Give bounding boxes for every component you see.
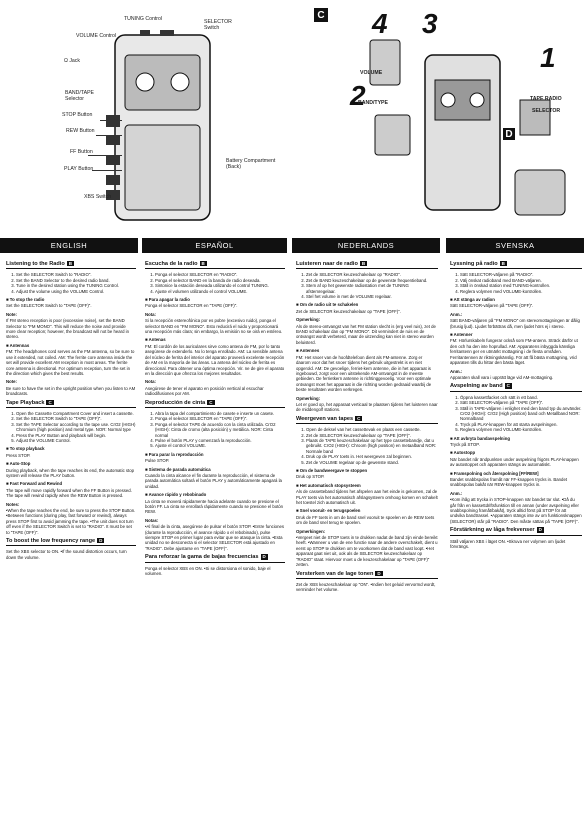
subsection-title: ■ Framspolning och återspolning [FF/REW]	[450, 470, 539, 476]
step-item: 2. Zet de BAND keuzeschakelaar op de gewenste frequentieband.	[306, 278, 438, 283]
subsection-text: FM: Het snoer van de hoofdtelefoon dient als FM-antenne. Zorg er daarom voor dat het snoer tijdens het gebruik uitgestrekt is en niet opgerold. AM: De gevoelige, ferriet-kern antenne, die in het apparaat is ingebouwd, zorgt voor een uitstekende AM-ontvangst in de meeste gebieden. De ferrietkern antenne is richtinggevoelig. Voor een optimale ontvangst moet het apparaat in die richting worden gedraaid waarbij de beste resultaten worden verkregen.	[296, 354, 432, 393]
step-list	[460, 395, 582, 433]
section-title-text: Luisteren naar de radio	[296, 261, 358, 267]
subsection-text: •Kom ihåg att trycka in STOP-knappen när bandet tar slut. •Då du går från en kassettdriftsfunktion till en annan (under avspelning eller snabbspolning framåt/bakåt), tryck alltid först på STOP för att undvika bandtrassel. •Apparaten stängs inte av om funktionsknappen (SELECTOR) står på "RADIO". Den måste sättas på "TAPE (OFF)".	[450, 497, 582, 524]
section-title	[296, 571, 438, 579]
label-rew: REW Button	[66, 128, 95, 134]
step-item: 2. Zet de SELECTOR keuzeschakelaar op "TAPE (OFF)".	[306, 433, 438, 438]
subsection-text: FM: El cordón de los auriculares sirve como antena de FM, por lo tanto asegúrese de extenderlo. No lo tenga enrollado. AM: La sensible antena del núcleo de ferrita del interior del aparato proveerá excelente recepción de AM en la mayoría de las áreas. La antena del núcleo de ferrita es direccional. Para obtener una óptima recepción. Vir. ne de gire el aparato en la dirección que ofrezca los mejores resultados.	[145, 343, 285, 376]
column-svenska	[450, 258, 582, 552]
step-item: 3. Stem af op het gewenste radiostation met de TUNING afstemregelaar.	[306, 283, 438, 294]
subsection-text: Pulse STOP.	[145, 458, 170, 464]
section-title-text: Lyssning på radio	[450, 261, 498, 267]
badge-d: D	[503, 128, 515, 140]
section-title-text: Weergeven van tapes	[296, 415, 354, 422]
subsection-text: Apparaten skall vara i upprätt läge vid AM-mottagning.	[450, 374, 554, 380]
subsection-title: Anm.:	[450, 311, 463, 317]
section-title	[6, 261, 136, 269]
section-title-text: Escucha de la radio	[145, 261, 198, 267]
subsection-text: Bandet snabbspolas framåt när FF-knappen trycks in. Bandet snabbspolas bakåt när REW-knappen trycks in.	[450, 477, 568, 488]
label-bandtype: BAND/TYPE	[358, 100, 388, 106]
label-play: PLAY Button	[64, 166, 94, 172]
badge-c: C	[314, 8, 328, 22]
step-item: 2. Välj önskat radioband med BAND-väljaren.	[460, 278, 582, 283]
subsection-text: Let er goed op, het apparaat verticaal te plaatsen tijdens het luisteren naar de middengolf stations.	[296, 401, 438, 413]
section-title	[450, 383, 582, 391]
step-item: 4. Press the PLAY Button and playback will begin.	[16, 433, 136, 438]
section-title	[296, 261, 438, 269]
section-title-text: Reproducción de cinta	[145, 399, 206, 406]
section-title	[450, 527, 582, 535]
subsection-text: FM: The headphones cord serves as the FM antenna, so be sure to use it extended, not coiled. AM: The ferrite core antenna inside the set will provide excellent AM reception in most areas. The ferrite core antenna is directional. For optimum reception, turn the set in the direction which gives the best results.	[6, 349, 135, 376]
step-1: 1	[540, 42, 556, 73]
label-selector: SELECTOR	[532, 108, 561, 114]
subsection-text: Asegúrese de tener el aparato en posición vertical al escuchar radiodifusiones por AM.	[145, 385, 264, 397]
subsection-title: Anm.:	[450, 490, 463, 496]
section-badge: C	[48, 399, 52, 405]
step-item: 4. Stel het volume in met de VOLUME regelaar.	[306, 294, 438, 299]
step-list	[155, 411, 285, 449]
section-title	[145, 261, 285, 269]
step-item: 1. Zet de SELECTOR keuzeschakelaar op "RADIO".	[306, 272, 438, 277]
subsection-title: Opmerking:	[296, 395, 321, 401]
label-selector: SELECTOR Switch	[204, 19, 232, 31]
subsection-title: ■ Antenner	[450, 332, 473, 338]
step-list	[306, 427, 438, 465]
subsection-title: Notas:	[145, 517, 159, 523]
subsection-title: ■ Avance rápido y rebobinado	[145, 492, 207, 498]
section-title	[6, 400, 136, 408]
section-badge: C	[209, 399, 213, 405]
section-badge: D	[262, 554, 266, 560]
subsection-text: During playback, when the tape reaches its end, the automatic stop system will release the PLAY button.	[6, 467, 135, 478]
section-badge: C	[357, 415, 361, 421]
section-title	[6, 538, 136, 546]
subsection-title: Nota:	[145, 379, 156, 385]
step-item: 2. Ponga el selector BAND en la banda de radio deseada.	[155, 278, 285, 283]
section-title	[145, 400, 285, 408]
section-title-text: Versterken van de lage tonen	[296, 570, 374, 577]
step-item: 4. Adjust the volume using the VOLUME Control.	[16, 289, 136, 294]
step-item: 1. Öppna kassettfacket och sätt in ett band.	[460, 395, 582, 400]
section-title-text: Förstärkning av låga frekvenser	[450, 527, 535, 534]
section-badge: C	[506, 383, 510, 389]
label-ff: FF Button	[70, 149, 93, 155]
step-item: 1. Sätt SELECTOR-väljaren på "RADIO".	[460, 272, 582, 277]
subsection-text: Sätt BAND-väljaren på "FM MONO" om stereomottagningen är dålig (brusig ljud). Ljudet förbättras då, men ljudet hörs ej i stereo.	[450, 318, 580, 329]
section-title-text: To boost the low frequency range	[6, 538, 96, 545]
step-item: 5. Adjust the VOLUME Control.	[16, 438, 136, 443]
subsection-title: ■ Antenas	[145, 337, 166, 343]
subsection-title: ■ To stop playback	[6, 446, 45, 452]
step-item: 5. Zet de VOLUME regelaar op de gewenste stand.	[306, 460, 438, 465]
subsection-title: Anm.:	[450, 368, 463, 374]
label-battery: Battery Compartment (Back)	[226, 158, 276, 170]
step-item: 1. Open the Cassette Compartment Cover and insert a cassette.	[16, 411, 136, 416]
step-item: 3. Ställ in önskad station med TUNING-kontrollen.	[460, 283, 582, 288]
header-nederlands: NEDERLANDS	[292, 238, 440, 253]
label-xbs: XBS Switch	[84, 194, 112, 200]
step-4: 4	[372, 8, 388, 39]
step-item: 5. Reglera volymen med VOLUME-kontrollen.	[460, 427, 582, 432]
subsection-title: ■ Antennas	[6, 342, 30, 348]
subsection-text: Ponga el selector SELECTOR en "TAPE (OFF)".	[145, 303, 238, 309]
subsection-title: Opmerking:	[296, 317, 321, 323]
label-band-tape: BAND/TAPE Selector	[65, 90, 95, 102]
subsection-title: ■ Auto-Stop	[6, 461, 31, 467]
subsection-title: ■ Att avbryta bandavspelning	[450, 435, 510, 441]
step-item: 4. Tryck på PLAY-knappen för att starta avspelningen.	[460, 422, 582, 427]
step-2: 2	[350, 80, 366, 111]
step-item: 4. Reglera volymen med VOLUME-kontrollen.	[460, 289, 582, 294]
step-item: 2. Set the SELECTOR Switch to "TAPE (OFF)".	[16, 416, 136, 421]
step-item: 1. Set the SELECTOR Switch to "RADIO".	[16, 272, 136, 277]
subsection-title: Opmerkingen:	[296, 528, 326, 534]
subsection-title: ■ Para parar la reproducción	[145, 451, 204, 457]
step-item: 1. Ponga el selector SELECTOR en "RADIO".	[155, 272, 285, 277]
section-title	[450, 261, 582, 269]
section-badge: B	[68, 261, 72, 266]
section-badge: D	[377, 570, 381, 576]
label-volume: VOLUME	[360, 70, 383, 76]
subsection-text: •When the tape reaches the end, be sure to press the STOP Button. •Between functions (during play, fast forward or rewind), always press STOP first to avoid jamming the tape. •The unit does not turn off even if the SELECTOR Switch is set to "RADIO". It must be set to "TAPE (OFF)".	[6, 508, 136, 535]
step-list	[16, 411, 136, 443]
section-badge: B	[201, 261, 205, 266]
step-item: 3. Ställ in TAPE-väljaren i enlighet med den band typ du använder. CrO2 (HIGH): CrO2 (High position) band och Metallband NOR: Normalband	[460, 406, 582, 422]
subsection-title: ■ Het automatisch stopsysteem	[296, 482, 361, 488]
step-item: 2. Set the BAND Selector to the desired radio band.	[16, 278, 136, 283]
section-badge: D	[99, 538, 103, 544]
header-english: ENGLISH	[0, 238, 138, 253]
subsection-title: ■ Att stänga av radion	[450, 297, 495, 303]
section-badge: B	[361, 261, 366, 266]
subsection-title: Note:	[6, 379, 17, 385]
header-espanol: ESPAÑOL	[142, 238, 287, 253]
section-text: Ponga el selector XBS en ON. •Si se distorsiona el sonido, baje el volumen.	[145, 565, 271, 577]
subsection-title: Note:	[6, 311, 17, 317]
subsection-text: Press STOP.	[6, 452, 31, 458]
subsection-text: Tryck på STOP.	[450, 441, 480, 447]
step-item: 2. Ponga el selector SELECTOR en "TAPE (OFF)".	[155, 416, 285, 421]
section-text: Zet de XBS keuzeschakelaar op "ON". •Indien het geluid vervormd wordt, verminder het volume.	[296, 581, 436, 593]
subsection-text: Be sure to have the set in the upright position when you listen to AM broadcasts.	[6, 385, 136, 397]
subsection-text: If FM stereo reception is poor (excessive noise), set the BAND Selector to "FM MONO". This will reduce the noise and provide more clear reception; however, the broadcast will not be heard in stereo.	[6, 318, 130, 340]
step-item: 1. Open de deksel van het cassettevak en plaats een cassette.	[306, 427, 438, 432]
step-list	[460, 272, 582, 294]
cassette-player-open-illustration	[330, 20, 570, 220]
subsection-text: Sätt SELECTOR-väljaren på "TAPE (OFF)".	[450, 303, 534, 309]
step-item: 4. Druk op de PLAY toets in. Het weergeven zal beginnen.	[306, 454, 438, 459]
section-badge: B	[501, 261, 505, 266]
step-item: 3. Tune in the desired station using the TUNING Control.	[16, 283, 136, 288]
column-espanol	[145, 258, 285, 580]
label-tuning: TUNING Control	[124, 16, 163, 22]
step-list	[306, 272, 438, 299]
diagram-left	[0, 0, 300, 232]
label-stop: STOP Button	[62, 112, 93, 118]
subsection-text: Druk de FF toets in om de band snel vooruit te spoelen en de REW toets om de band snel terug te spoelen.	[296, 514, 435, 526]
subsection-title: ■ To stop the radio	[6, 297, 45, 303]
section-title-text: Listening to the Radio	[6, 261, 65, 267]
section-title	[296, 416, 438, 424]
subsection-title: ■ Snel vooruit- en terugspoelen	[296, 508, 361, 514]
step-item: 5. Ajuste el control VOLUME.	[155, 443, 285, 448]
subsection-text: Als de stereo-ontvangst van het FM station slecht is (erg veel ruis), zet de BAND schakelaar dan op "FM MONO". Dit vermindert de ruis en de ontvangst wordt verbeterd, maar de uitzending kan niet in stereo worden beluisterd.	[296, 323, 436, 345]
subsection-title: Nota:	[145, 311, 156, 317]
section-text: Ställ väljaren XBS i läget ON. •Skruva ner volymen om ljudet förvrängs.	[450, 538, 566, 550]
section-title	[145, 554, 285, 562]
step-list	[16, 272, 136, 294]
subsection-text: •Al final de la cinta, asegúrese de pulsar el botón STOP. •Entre funciones (durante la reproducción, el avance rápido o el rebobinado), pulse siempre STOP en primer lugar para evitar que se atasque la cinta. •Esta unidad no se desconecta si el selector SELECTOR está ajustado en "RADIO". Debe ajustarse en "TAPE (OFF)".	[145, 524, 285, 551]
subsection-title: ■ Fast Forward and Rewind	[6, 481, 63, 487]
column-nederlands	[296, 258, 438, 596]
subsection-text: FM: Hörlurskabeln fungerar också som FM-antenn. Sträck därför ut den och ha den inte hoprullad. AM: Apparatens inbyggda känsliga ferritantenn ger en utmärkt mottagning i de flesta områden. Ferritantennen är riktningskänslig. För att få bästa mottagning, vrid apparaten tills du hittar den bästa läget.	[450, 338, 578, 366]
subsection-title: ■ Sistema de parada automática	[145, 466, 211, 472]
cassette-player-front-illustration	[100, 30, 230, 225]
label-jack: Ω Jack	[64, 58, 80, 64]
subsection-title: ■ Om de bandweergave te stoppen	[296, 468, 368, 473]
step-item: 4. Pulse el botón PLAY y comenzará la reproducción.	[155, 438, 285, 443]
subsection-title: ■ Om de radio uit te schakelen	[296, 302, 359, 308]
subsection-title: ■ Antennes	[296, 348, 320, 354]
step-item: 3. Plaats de TAPE keuzeschakelaar op het type cassettebandje, dat u gebruikt. CrO2 (HIGH): Chroom (high position) en metaalband NOR: Normale band	[306, 438, 438, 454]
step-item: 3. Sintonice la estación deseada utilizando el control TUNING.	[155, 283, 285, 288]
section-title-text: Para reforzar la gama de bajas frecuencias	[145, 554, 259, 561]
subsection-title: ■ Autostopp	[450, 450, 476, 456]
section-text: Set the XBS selector to ON. •If the sound distortion occurs, turn down the volume.	[6, 549, 127, 560]
step-item: 1. Abra la tapa del compartimiento de casete e inserte un casete.	[155, 411, 285, 416]
section-title-text: Avspelning av band	[450, 383, 503, 390]
subsection-text: Set the SELECTOR Switch to "TAPE (OFF)".	[6, 303, 92, 309]
subsection-text: Druk op STOP.	[296, 474, 325, 480]
step-list	[155, 272, 285, 294]
step-item: 3. Set the TAPE Selector according to the tape use. CrO2 (HIGH) Chromium (high position) and metal type. NOR: Normal type	[16, 422, 136, 433]
subsection-text: När bandet når ändpunkten under avspelning frigörs PLAY-knappen av autostoppet och apparaten stängs av automatiskt.	[450, 456, 579, 468]
step-3: 3	[422, 8, 438, 39]
section-badge: D	[538, 527, 542, 533]
subsection-title: Notes:	[6, 501, 20, 507]
subsection-text: La cinta se moverá rápidamente hacia adelante cuando se presione el botón FF. La cinta se enrollará rápidamente cuando se presione el botón REW.	[145, 498, 284, 515]
subsection-text: •Vergeet niet de STOP toets in te drukken nadat de band zijn einde bereikt heeft. •Wanneer u van de ene functie naar de andere overschakelt, dient u eerst op STOP te drukken om te voorkomen dat de band vast loopt. •Het apparaat gaat niet uit, ook als de SELECTOR keuzeschakelaar op "RADIO" staat. Hiervoor moet u de keuzeschakelaar op "TAPE (OFF)" zetten.	[296, 535, 438, 568]
header-svenska: SVENSKA	[446, 238, 584, 253]
column-english	[6, 258, 136, 563]
subsection-text: Si la recepción estereofónica por es pobre (excesivo ruido), ponga el selector BAND en "FM MONO". Esto reducirá el ruido y proporcionará una recepción más clara; sin embargo, la emisión no se oirá en estéreo.	[145, 318, 283, 335]
subsection-text: Zet de SELECTOR keuzeschakelaar op "TAPE (OFF)".	[296, 308, 401, 314]
section-title-text: Tape Playback	[6, 399, 45, 406]
label-tape-radio: TAPE RADIO	[530, 96, 562, 102]
subsection-text: Cuando la cinta alcance el fin durante la reproducción, el sistema de parada automática soltará el botón PLAY y automáticamente apagará la unidad.	[145, 473, 282, 489]
diagram-right	[310, 0, 584, 232]
label-volume: VOLUME Control	[76, 33, 117, 39]
step-item: 4. Ajuste el volumen utilizando el control VOLUME.	[155, 289, 285, 294]
subsection-text: The tape will move rapidly forward when the FF Button is pressed. The tape will rewind rapidly when the REW Button is pressed.	[6, 487, 132, 499]
step-item: 2. Sätt SELECTOR-väljaren på "TAPE (OFF)".	[460, 400, 582, 405]
subsection-title: ■ Para apagar la radio	[145, 297, 190, 303]
step-item: 3. Ponga el selector TAPE de acuerdo con la cinta utilizada. CrO2 (HIGH): Cinta de cromo (alta posición) y metálica. NOR: Cinta normal	[155, 422, 285, 438]
subsection-text: Als de cassetteband tijdens het afspelen aan het einde is gekomen, zal de PLAY toets via het automatisch afslagsysteem omhoog komen en schakelt het toestel zich automatisch uit.	[296, 489, 438, 506]
